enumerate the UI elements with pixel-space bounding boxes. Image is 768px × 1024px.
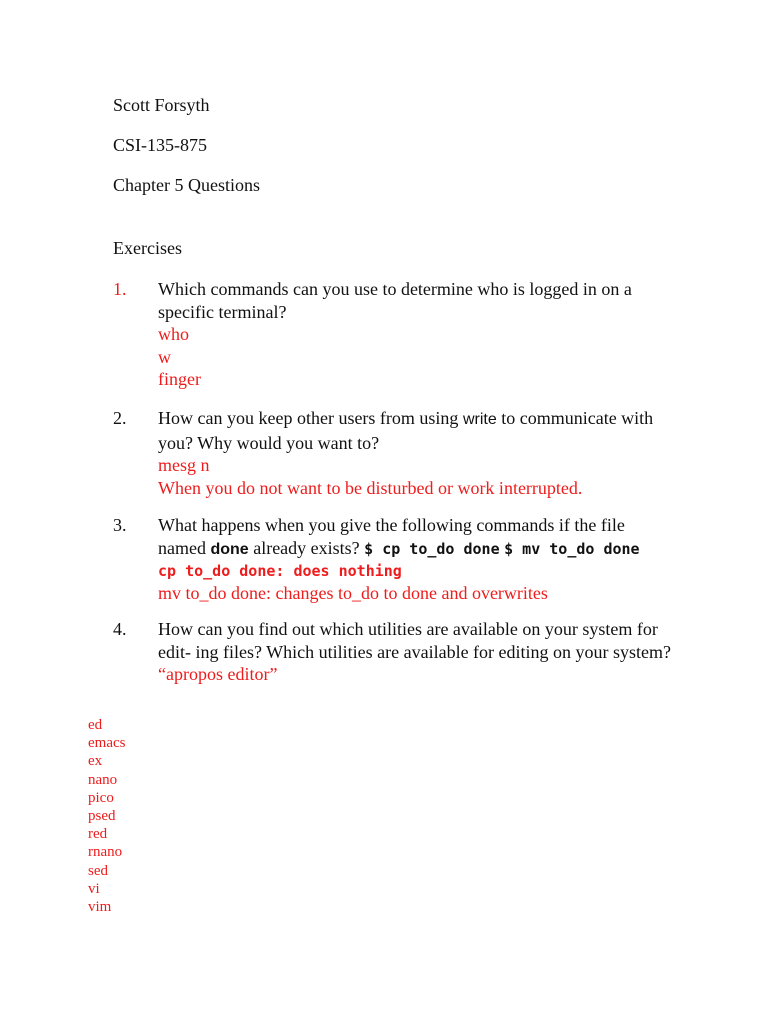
question-text: What happens when you give the following commands if the file named done already exists? $ cp to_do done $ mv to_do done	[158, 515, 640, 558]
list-item: ex	[88, 753, 103, 770]
command-2: $ mv to_do done	[504, 539, 640, 558]
bold-word: done	[210, 540, 249, 558]
question-text: How can you keep other users from using write to communicate with you? Why would you want to?	[158, 408, 654, 453]
question-2	[113, 407, 673, 499]
question-text: Which commands can you use to determine who is logged in on a specific terminal?	[158, 279, 632, 322]
list-item: sed	[88, 862, 108, 879]
list-item: nano	[88, 771, 118, 788]
answer-line: mesg n	[158, 455, 210, 475]
answer-line: “apropos editor”	[158, 664, 278, 684]
list-item: emacs	[88, 735, 126, 752]
list-item: pico	[88, 789, 114, 806]
answer-line: w	[158, 346, 171, 367]
question-number: 1.	[113, 279, 127, 299]
course-code: CSI-135-875	[113, 135, 207, 155]
list-item: rnano	[88, 844, 123, 861]
list-item: ed	[88, 717, 103, 733]
question-3	[113, 514, 673, 605]
author-name: Scott Forsyth	[113, 95, 210, 115]
list-item: red	[88, 826, 108, 843]
list-item: psed	[88, 808, 116, 825]
list-item: vi	[88, 880, 100, 897]
answer-line: When you do not want to be disturbed or work interrupted.	[158, 477, 583, 498]
answer-line: mv to_do done: changes to_do to done and overwrites	[158, 583, 548, 603]
question-4	[113, 618, 673, 686]
question-1	[113, 278, 673, 391]
question-number: 2.	[113, 408, 127, 428]
editor-list	[88, 716, 125, 916]
section-title: Exercises	[113, 238, 182, 258]
question-number: 4.	[113, 619, 127, 639]
answer-line: who	[158, 324, 189, 344]
chapter-title: Chapter 5 Questions	[113, 175, 260, 195]
command-name: write	[462, 411, 497, 428]
question-text: How can you find out which utilities are available on your system for edit- ing files? Which utilities are available for editing on your system?	[158, 619, 672, 662]
command-1: $ cp to_do done	[364, 539, 500, 558]
question-number: 3.	[113, 515, 127, 535]
answer-line: cp to_do done: does nothing	[158, 562, 402, 580]
answer-line: finger	[158, 369, 201, 389]
list-item: vim	[88, 899, 112, 916]
